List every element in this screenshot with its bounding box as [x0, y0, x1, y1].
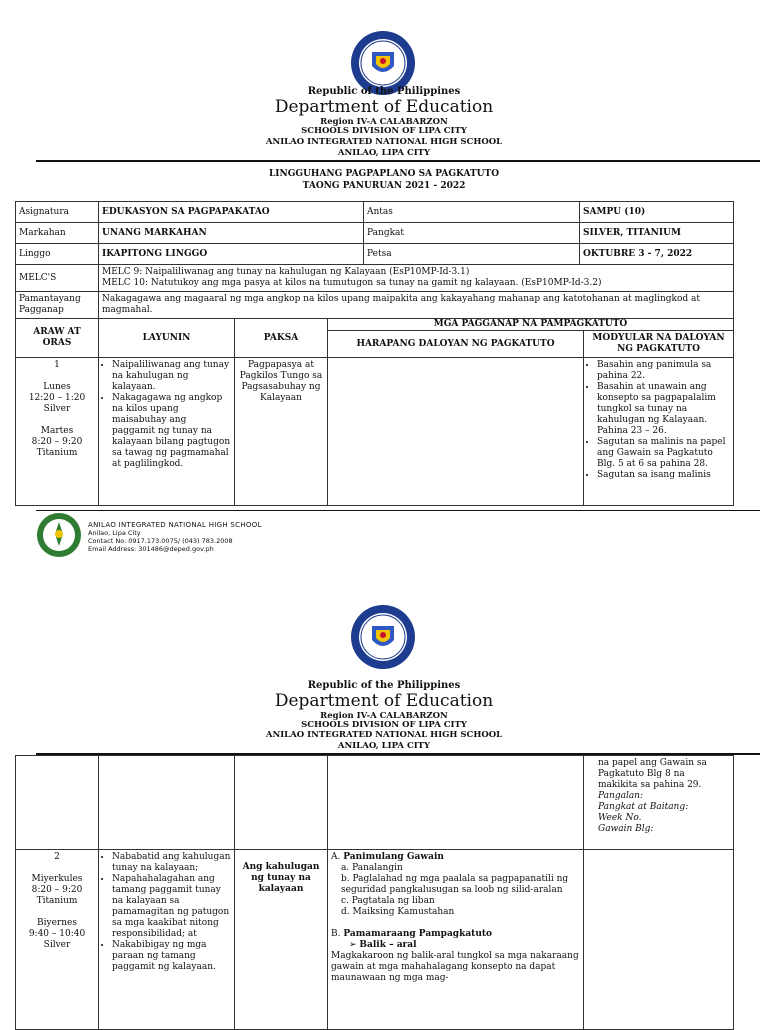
markahan-label: Markahan: [16, 223, 99, 244]
header-address: ANILAO, LIPA CITY: [337, 741, 431, 751]
cont-paksa: [235, 756, 328, 850]
arrow-icon: ➢: [349, 940, 357, 950]
col-paksa-header: PAKSA: [235, 319, 328, 358]
cont-harapang: [328, 756, 584, 850]
row1-modyular: [584, 358, 734, 506]
cont-text: na papel ang Gawain sa: [598, 758, 707, 768]
antas-value: SAMPU (10): [580, 202, 734, 223]
list-item: • Basahin ang panimula sa pahina 22.: [597, 360, 730, 382]
row1-time1: 12:20 – 1:20: [28, 393, 86, 403]
row1-paksa: Pagpapasya at Pagkilos Tungo sa Pagsasabuhay ng Kalayaan: [235, 358, 328, 506]
cont-modyular: [584, 756, 734, 850]
plan-table: [15, 318, 734, 506]
item-marker: a.: [341, 863, 350, 873]
row2-section1: Titanium: [36, 896, 78, 906]
section-a-letter: A.: [331, 852, 341, 862]
list-item: • Basahin at unawain ang konsepto sa pagpapalalim tungkol sa tunay na kahulugan ng Kalayaan. Pahina 23 – 26.: [597, 382, 730, 437]
footer-contact: Contact No. 0917.173.0075/ (043) 783.2008: [88, 537, 233, 545]
row1-layunin: [99, 358, 235, 506]
row1-araw: [16, 358, 99, 506]
section-a-title: Panimulang Gawain: [343, 852, 444, 862]
row2-day1: Miyerkules: [31, 874, 83, 884]
list-item: • Sagutan sa malinis na papel ang Gawain sa Pagkatuto Blg. 5 at 6 sa pahina 28.: [597, 437, 730, 470]
asignatura-label: Asignatura: [16, 202, 99, 223]
section-b-text: Magkakaroon ng balik-aral tungkol sa mga nakaraang gawain at mga mahahalagang konsepto na dapat maunawaan ng mga mag-: [331, 951, 579, 983]
pangkat-label: Pangkat: [364, 223, 580, 244]
footer-email: Email Address: 301486@deped.gov.ph: [88, 545, 214, 553]
list-item: • Nababatid ang kahulugan tunay na kalayaan;: [112, 852, 231, 874]
plan-table-continued: [15, 755, 734, 1030]
item-kamustahan: Maiksing Kamustahan: [352, 907, 455, 917]
header-region: Region IV-A CALABARZON: [320, 117, 448, 127]
cont-pangkat: Pangkat at Baitang:: [598, 802, 689, 812]
cont-layunin: [99, 756, 235, 850]
section-b-title: Pamamaraang Pampagkatuto: [343, 929, 493, 939]
row1-time2: 8:20 – 9:20: [31, 437, 83, 447]
row2-modyular: [584, 850, 734, 1030]
header-region: Region IV-A CALABARZON: [320, 711, 448, 721]
pamantayan-value: Nakagagawa ang magaaral ng mga angkop na kilos upang maipakita ang kakayahang mahanap ang katotohanan at maglingkod at magmahal.: [99, 292, 734, 319]
header-republic: Republic of the Philippines: [307, 680, 461, 691]
list-item: • Sagutan sa isang malinis: [597, 470, 730, 481]
info-table: [15, 201, 734, 319]
cont-araw: [16, 756, 99, 850]
plan-subtitle: TAONG PANURUAN 2021 - 2022: [302, 181, 466, 191]
melc-label: MELC'S: [16, 265, 99, 292]
header-department: Department of Education: [274, 691, 494, 711]
row2-day2: Biyernes: [37, 918, 77, 928]
header-republic: Republic of the Philippines: [307, 86, 461, 97]
linggo-label: Linggo: [16, 244, 99, 265]
row2-layunin: [99, 850, 235, 1030]
section-b-sub: Balik – aral: [359, 940, 417, 950]
row1-section2: Titanium: [36, 448, 78, 458]
cont-text: Pagkatuto Blg 8 na: [598, 769, 685, 779]
footer-school-name: ANILAO INTEGRATED NATIONAL HIGH SCHOOL: [88, 521, 262, 529]
row1-day1: Lunes: [43, 382, 71, 392]
pamantayan-label: Pamantayang Pagganap: [16, 292, 99, 319]
melc-9: MELC 9: Naipaliliwanag ang tunay na kahulugan ng Kalayaan (EsP10MP-Id-3.1): [102, 267, 470, 277]
deped-seal-icon: [350, 604, 416, 670]
header-division: SCHOOLS DIVISION OF LIPA CITY: [301, 126, 467, 136]
header-rule: [36, 160, 760, 162]
row1-section1: Silver: [43, 404, 71, 414]
row2-araw: [16, 850, 99, 1030]
page-2: [0, 590, 768, 1024]
list-item: • Napahahalagahan ang tamang paggamit tunay na kalayaan sa pamamagitan ng patugon sa mga kaakibat nitong responsibilidad; at: [112, 874, 231, 940]
footer-info: [88, 521, 262, 553]
cont-week: Week No.: [598, 813, 642, 823]
row1-number: 1: [54, 360, 60, 370]
row1-day2: Martes: [40, 426, 74, 436]
col-modyular-header: MODYULAR NA DALOYAN NG PAGKATUTO: [584, 331, 734, 358]
header-address: ANILAO, LIPA CITY: [337, 148, 431, 158]
section-b-letter: B.: [331, 929, 341, 939]
item-marker: b.: [341, 874, 350, 884]
antas-label: Antas: [364, 202, 580, 223]
row2-paksa: Ang kahulugan ng tunay na kalayaan: [235, 850, 328, 1030]
item-marker: c.: [341, 896, 349, 906]
row2-section2: Silver: [43, 940, 71, 950]
footer-city: Anilao, Lipa City: [88, 529, 141, 537]
list-item: • Naipaliliwanag ang tunay na kahulugan ng kalayaan.: [112, 360, 231, 393]
list-item: • Nakabibigay ng mga paraan ng tamang paggamit ng kalayaan.: [112, 940, 231, 973]
melc-value: [99, 265, 734, 292]
header-department: Department of Education: [274, 97, 494, 117]
col-layunin-header: LAYUNIN: [99, 319, 235, 358]
school-seal-icon: [36, 512, 82, 558]
plan-title: LINGGUHANG PAGPAPLANO SA PAGKATUTO: [268, 169, 500, 179]
header-school: ANILAO INTEGRATED NATIONAL HIGH SCHOOL: [265, 730, 503, 740]
markahan-value: UNANG MARKAHAN: [99, 223, 364, 244]
asignatura-value: EDUKASYON SA PAGPAPAKATAO: [99, 202, 364, 223]
row2-time2: 9:40 – 10:40: [28, 929, 86, 939]
list-item: • Nakagagawa ng angkop na kilos upang maisabuhay ang paggamit ng tunay na kalayaan bilang pagtugon sa tawag ng pagmamahal at paglilingkod.: [112, 393, 231, 470]
melc-10: MELC 10: Natutukoy ang mga pasya at kilos na tumutugon sa tunay na gamit ng kalayaan. (EsP10MP-Id-3.2): [102, 278, 602, 288]
item-paalala: Paglalahad ng mga paalala sa pagpapanatili ng seguridad pangkalusugan sa loob ng silid-aralan: [341, 874, 569, 895]
petsa-label: Petsa: [364, 244, 580, 265]
item-panalangin: Panalangin: [352, 863, 403, 873]
row2-harapang: [328, 850, 584, 1030]
item-liban: Pagtatala ng liban: [351, 896, 435, 906]
footer-rule: [36, 510, 760, 511]
header-school: ANILAO INTEGRATED NATIONAL HIGH SCHOOL: [265, 137, 503, 147]
petsa-value: OKTUBRE 3 - 7, 2022: [580, 244, 734, 265]
row2-number: 2: [54, 852, 60, 862]
linggo-value: IKAPITONG LINGGO: [99, 244, 364, 265]
col-harapang-header: HARAPANG DALOYAN NG PAGKATUTO: [328, 331, 584, 358]
col-pagganap-header: MGA PAGGANAP NA PAMPAGKATUTO: [328, 319, 734, 331]
row2-time1: 8:20 – 9:20: [31, 885, 83, 895]
cont-text: makikita sa pahina 29.: [598, 780, 702, 790]
cont-pangalan: Pangalan:: [598, 791, 644, 801]
item-marker: d.: [341, 907, 350, 917]
col-araw-header: ARAW AT ORAS: [16, 319, 99, 358]
header-division: SCHOOLS DIVISION OF LIPA CITY: [301, 720, 467, 730]
cont-gawain: Gawain Blg:: [598, 824, 654, 834]
pangkat-value: SILVER, TITANIUM: [580, 223, 734, 244]
row1-harapang: [328, 358, 584, 506]
